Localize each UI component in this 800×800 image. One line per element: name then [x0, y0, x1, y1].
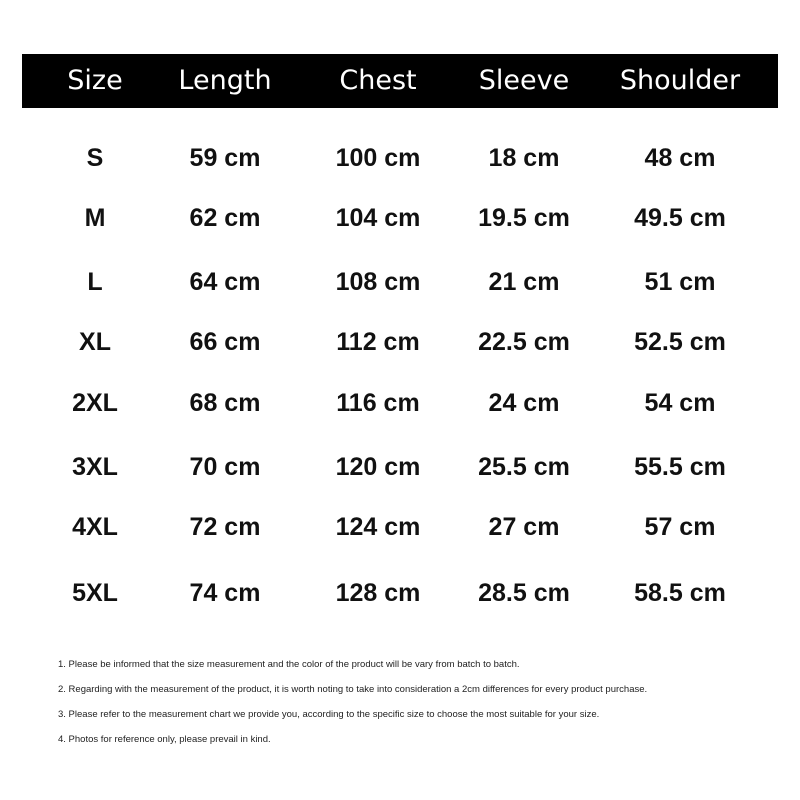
- header-shoulder: Shoulder: [619, 65, 741, 96]
- table-row: [0, 383, 800, 423]
- shoulder-cell: 58.5 cm: [634, 579, 726, 607]
- length-cell: 66 cm: [189, 328, 261, 356]
- header-sleeve: Sleeve: [478, 65, 570, 96]
- length-cell: 68 cm: [189, 389, 261, 417]
- shoulder-cell: 52.5 cm: [634, 328, 726, 356]
- shoulder-cell: 57 cm: [644, 513, 716, 541]
- sleeve-cell: 25.5 cm: [478, 453, 570, 481]
- size-cell: 3XL: [72, 453, 118, 481]
- sleeve-cell: 18 cm: [488, 144, 560, 172]
- sleeve-cell: 27 cm: [488, 513, 560, 541]
- size-cell: 5XL: [72, 579, 118, 607]
- sleeve-cell: 28.5 cm: [478, 579, 570, 607]
- length-cell: 72 cm: [189, 513, 261, 541]
- size-notes: [58, 652, 778, 752]
- chest-cell: 128 cm: [335, 579, 421, 607]
- size-cell: S: [86, 144, 104, 172]
- shoulder-cell: 55.5 cm: [634, 453, 726, 481]
- sleeve-cell: 19.5 cm: [478, 204, 570, 232]
- sleeve-cell: 22.5 cm: [478, 328, 570, 356]
- table-row: [0, 507, 800, 547]
- length-cell: 74 cm: [189, 579, 261, 607]
- size-cell: L: [87, 268, 103, 296]
- length-cell: 70 cm: [189, 453, 261, 481]
- size-cell: 2XL: [72, 389, 118, 417]
- shoulder-cell: 48 cm: [644, 144, 716, 172]
- chest-cell: 100 cm: [335, 144, 421, 172]
- note-1: 1. Please be informed that the size measurement and the color of the product will be vary from batch to batch.: [58, 659, 520, 670]
- table-row: [0, 322, 800, 362]
- sleeve-cell: 24 cm: [488, 389, 560, 417]
- note-3: 3. Please refer to the measurement chart we provide you, according to the specific size to choose the most suitable for your size.: [58, 709, 600, 720]
- table-row: [0, 198, 800, 238]
- table-row: [0, 573, 800, 613]
- length-cell: 62 cm: [189, 204, 261, 232]
- sleeve-cell: 21 cm: [488, 268, 560, 296]
- chest-cell: 116 cm: [336, 389, 420, 417]
- note-2: 2. Regarding with the measurement of the product, it is worth noting to take into consideration a 2cm differences for every product purchase.: [58, 684, 648, 695]
- chest-cell: 104 cm: [335, 204, 421, 232]
- shoulder-cell: 49.5 cm: [634, 204, 726, 232]
- shoulder-cell: 51 cm: [644, 268, 716, 296]
- table-row: [0, 262, 800, 302]
- length-cell: 64 cm: [189, 268, 261, 296]
- header-length: Length: [178, 65, 272, 96]
- size-cell: XL: [79, 328, 111, 356]
- table-row: [0, 447, 800, 487]
- note-4: 4. Photos for reference only, please prevail in kind.: [58, 734, 271, 745]
- shoulder-cell: 54 cm: [644, 389, 716, 417]
- length-cell: 59 cm: [189, 144, 261, 172]
- size-chart-header: [22, 54, 778, 108]
- size-cell: M: [84, 204, 106, 232]
- chest-cell: 108 cm: [335, 268, 421, 296]
- header-size: Size: [67, 65, 123, 96]
- table-row: [0, 138, 800, 178]
- chest-cell: 112 cm: [336, 328, 420, 356]
- header-chest: Chest: [339, 65, 417, 96]
- size-cell: 4XL: [72, 513, 118, 541]
- chest-cell: 120 cm: [335, 453, 421, 481]
- chest-cell: 124 cm: [335, 513, 421, 541]
